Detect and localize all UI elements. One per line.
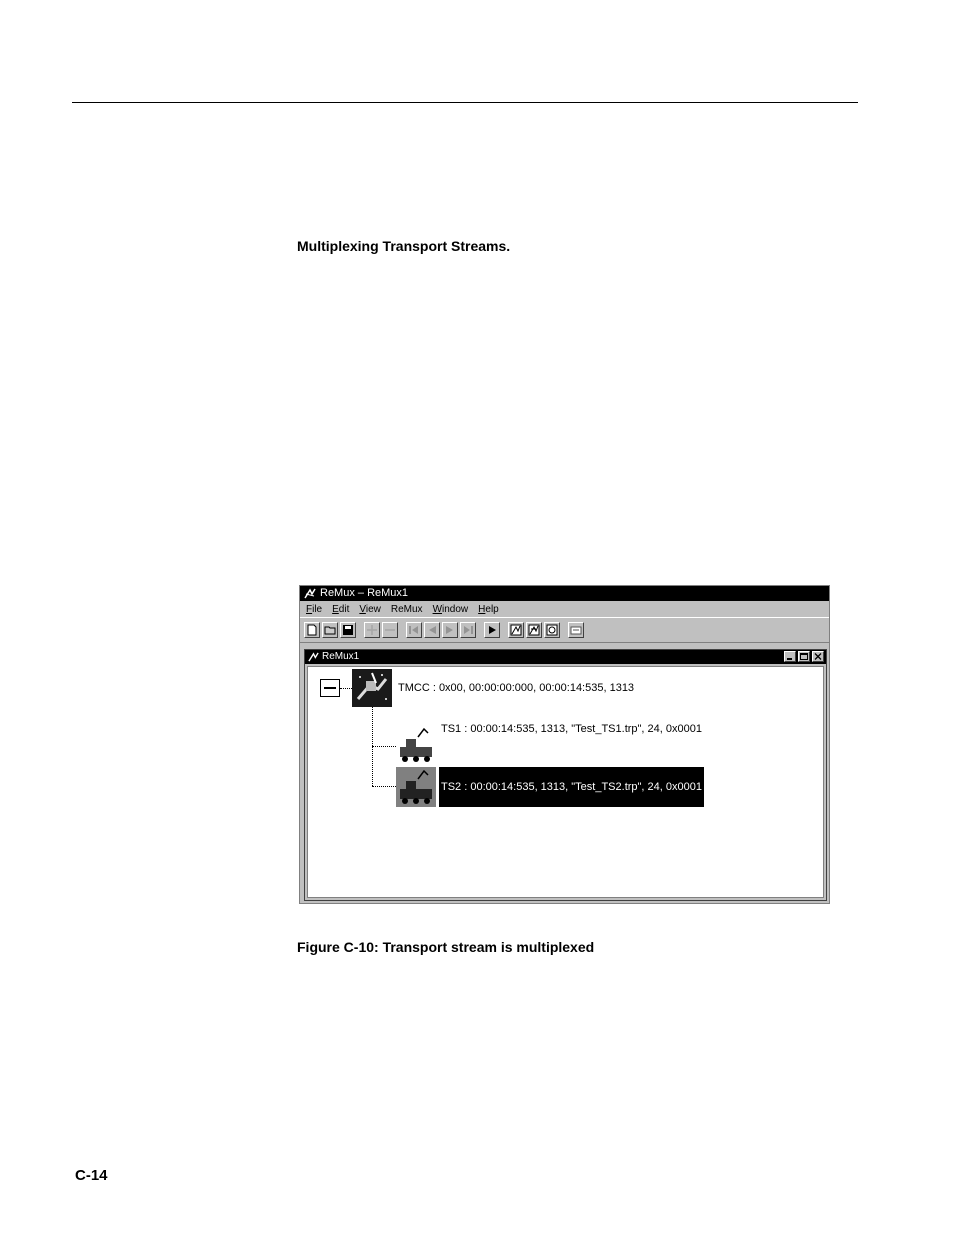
- header-rule: [72, 102, 858, 103]
- child-app-icon: [308, 652, 319, 663]
- remux1-child-window: [304, 649, 827, 901]
- skip-start-button[interactable]: [406, 622, 422, 638]
- analyze-button[interactable]: [544, 622, 560, 638]
- add-button[interactable]: [364, 622, 380, 638]
- save-button[interactable]: [340, 622, 356, 638]
- menu-edit[interactable]: Edit: [332, 603, 350, 615]
- remux-icon: [510, 624, 522, 636]
- maximize-button[interactable]: [798, 651, 810, 662]
- tree-view[interactable]: [307, 666, 824, 898]
- ts1-stream-icon: [396, 727, 436, 765]
- minimize-button[interactable]: [784, 651, 796, 662]
- skip-start-icon: [408, 624, 420, 636]
- step-forward-icon: [444, 624, 456, 636]
- remux-app-window: [299, 585, 830, 904]
- remove-icon: [384, 624, 396, 636]
- app-icon: [304, 588, 316, 600]
- skip-end-button[interactable]: [460, 622, 476, 638]
- close-button[interactable]: [812, 651, 824, 662]
- step-back-icon: [426, 624, 438, 636]
- app-titlebar[interactable]: [300, 586, 829, 601]
- new-button[interactable]: [304, 622, 320, 638]
- add-icon: [366, 624, 378, 636]
- new-file-icon: [306, 624, 318, 636]
- child-title: ReMux1: [322, 651, 360, 662]
- step-back-button[interactable]: [424, 622, 440, 638]
- figure-caption: Figure C-10: Transport stream is multiplexed: [297, 939, 595, 955]
- remux-all-button[interactable]: [526, 622, 542, 638]
- properties-icon: [570, 624, 582, 636]
- minimize-icon: [786, 653, 794, 660]
- tree-root-label[interactable]: TMCC : 0x00, 00:00:00:000, 00:00:14:535, 1313: [398, 682, 635, 694]
- child-titlebar[interactable]: [305, 650, 826, 664]
- play-icon: [486, 624, 498, 636]
- analyze-icon: [546, 624, 558, 636]
- menu-bar: [300, 601, 829, 617]
- menu-window[interactable]: Window: [432, 603, 469, 615]
- menu-view[interactable]: View: [359, 603, 381, 615]
- menu-remux[interactable]: ReMux: [390, 603, 423, 615]
- toolbar: [300, 617, 829, 643]
- ts2-stream-icon: [396, 767, 436, 807]
- section-heading: Multiplexing Transport Streams.: [297, 238, 511, 254]
- play-button[interactable]: [484, 622, 500, 638]
- tree-item-ts2[interactable]: TS2 : 00:00:14:535, 1313, "Test_TS2.trp", 24, 0x0001: [439, 767, 704, 807]
- tmcc-stream-icon: [352, 669, 392, 707]
- menu-help[interactable]: Help: [478, 603, 499, 615]
- app-title: ReMux – ReMux1: [320, 587, 409, 599]
- remux-all-icon: [528, 624, 540, 636]
- collapse-toggle[interactable]: [320, 679, 340, 697]
- remux-button[interactable]: [508, 622, 524, 638]
- close-icon: [814, 653, 822, 660]
- step-forward-button[interactable]: [442, 622, 458, 638]
- remove-button[interactable]: [382, 622, 398, 638]
- properties-button[interactable]: [568, 622, 584, 638]
- open-button[interactable]: [322, 622, 338, 638]
- menu-file[interactable]: File: [306, 603, 323, 615]
- skip-end-icon: [462, 624, 474, 636]
- open-folder-icon: [324, 624, 336, 636]
- maximize-icon: [800, 653, 808, 660]
- save-icon: [342, 624, 354, 636]
- tree-item-ts1[interactable]: TS1 : 00:00:14:535, 1313, "Test_TS1.trp", 24, 0x0001: [441, 723, 702, 735]
- window-controls: [782, 651, 824, 662]
- page-number: C-14: [75, 1167, 108, 1184]
